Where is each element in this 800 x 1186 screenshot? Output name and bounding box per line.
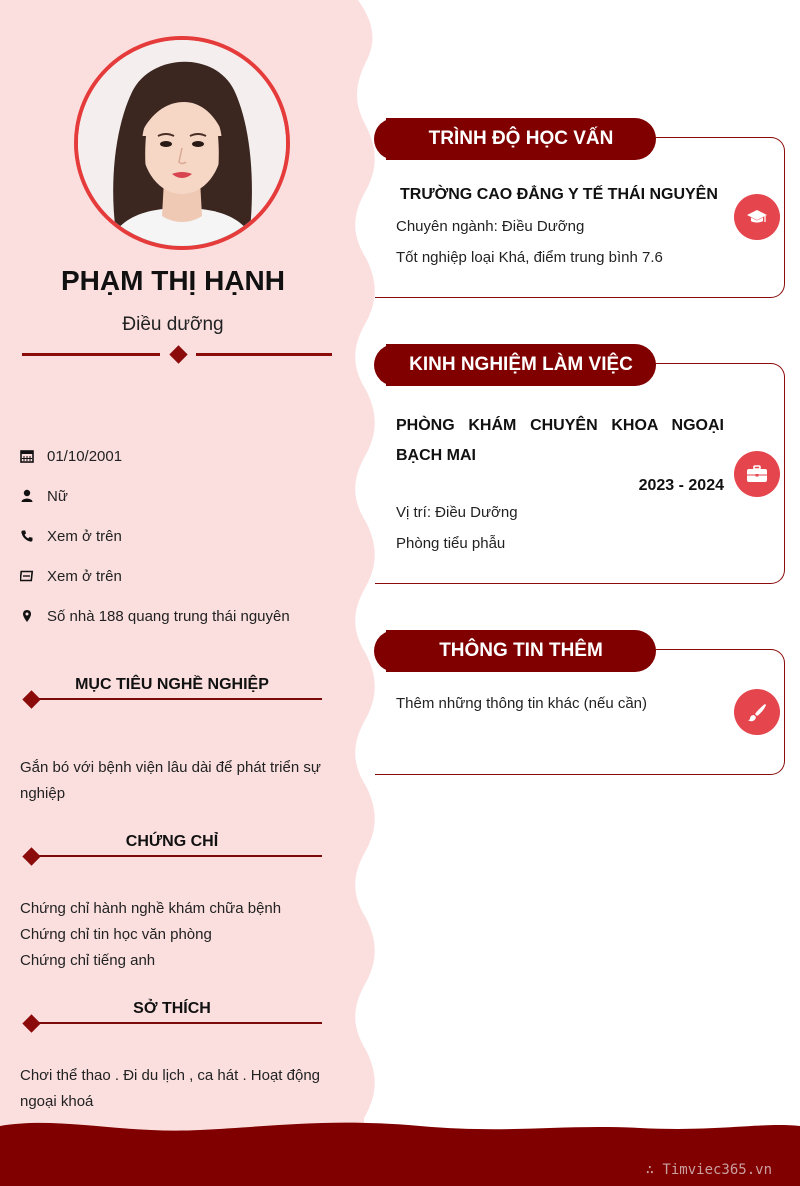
experience-period: 2023 - 2024 (638, 477, 724, 494)
name-divider (22, 344, 332, 366)
contact-birthdate (20, 436, 350, 476)
contact-gender (20, 476, 350, 516)
school-name: TRƯỜNG CAO ĐẲNG Y TẾ THÁI NGUYÊN (400, 186, 718, 203)
certificates-list (20, 896, 322, 974)
gender-text: Nữ (47, 487, 68, 505)
watermark: ∴ Timviec365.vn (645, 1162, 772, 1178)
person-icon (20, 489, 34, 503)
certificate-item: Chứng chỉ tiếng anh (20, 952, 156, 969)
certificate-item: Chứng chỉ hành nghề khám chữa bệnh (20, 900, 282, 917)
briefcase-icon (734, 451, 780, 497)
education-title: TRÌNH ĐỘ HỌC VẤN (428, 128, 614, 149)
location-pin-icon (20, 609, 34, 623)
email-icon (20, 569, 34, 583)
phone-icon (20, 529, 34, 543)
contact-email (20, 556, 350, 596)
experience-tab (386, 344, 656, 386)
certificates-heading (22, 833, 322, 861)
education-major: Chuyên ngành: Điều Dưỡng (396, 218, 585, 235)
heading-line (32, 1022, 322, 1024)
experience-department: Phòng tiểu phẫu (396, 535, 506, 552)
company-name-line2: BẠCH MAI (396, 447, 476, 464)
objective-title: MỤC TIÊU NGHỀ NGHIỆP (75, 676, 269, 693)
paintbrush-icon (734, 689, 780, 735)
company-name-line1: PHÒNG KHÁM CHUYÊN KHOA NGOẠI (396, 417, 724, 434)
certificate-item: Chứng chỉ tin học văn phòng (20, 926, 212, 943)
objective-text: Gắn bó với bệnh viện lâu dài để phát triển sự nghiệp (20, 759, 321, 802)
education-result: Tốt nghiệp loại Khá, điểm trung bình 7.6 (396, 249, 663, 266)
extra-info-title: THÔNG TIN THÊM (439, 640, 603, 661)
contact-address (20, 596, 350, 636)
phone-text: Xem ở trên (47, 527, 122, 545)
contact-list (20, 436, 350, 636)
education-tab (386, 118, 656, 160)
address-text: Số nhà 188 quang trung thái nguyên (47, 607, 290, 625)
portrait-illustration (78, 40, 286, 246)
graduation-cap-icon (734, 194, 780, 240)
certificates-title: CHỨNG CHỈ (125, 833, 219, 850)
birthdate-text: 01/10/2001 (47, 447, 123, 465)
experience-position: Vị trí: Điều Dưỡng (396, 504, 518, 521)
hobbies-heading (22, 1000, 322, 1028)
calendar-icon (20, 449, 34, 463)
candidate-role: Điều dưỡng (122, 314, 224, 335)
profile-photo (74, 36, 290, 250)
extra-info-text: Thêm những thông tin khác (nếu cần) (396, 695, 648, 712)
hobbies-text: Chơi thể thao . Đi du lịch , ca hát . Hoạt động ngoại khoá (20, 1067, 321, 1110)
email-text: Xem ở trên (47, 567, 122, 585)
candidate-name: PHẠM THỊ HẠNH (61, 265, 285, 296)
objective-heading (22, 676, 322, 704)
contact-phone (20, 516, 350, 556)
experience-title: KINH NGHIỆM LÀM VIỆC (409, 354, 633, 375)
heading-line (32, 698, 322, 700)
hobbies-title: SỞ THÍCH (133, 1000, 211, 1017)
extra-info-tab (386, 630, 656, 672)
heading-line (32, 855, 322, 857)
